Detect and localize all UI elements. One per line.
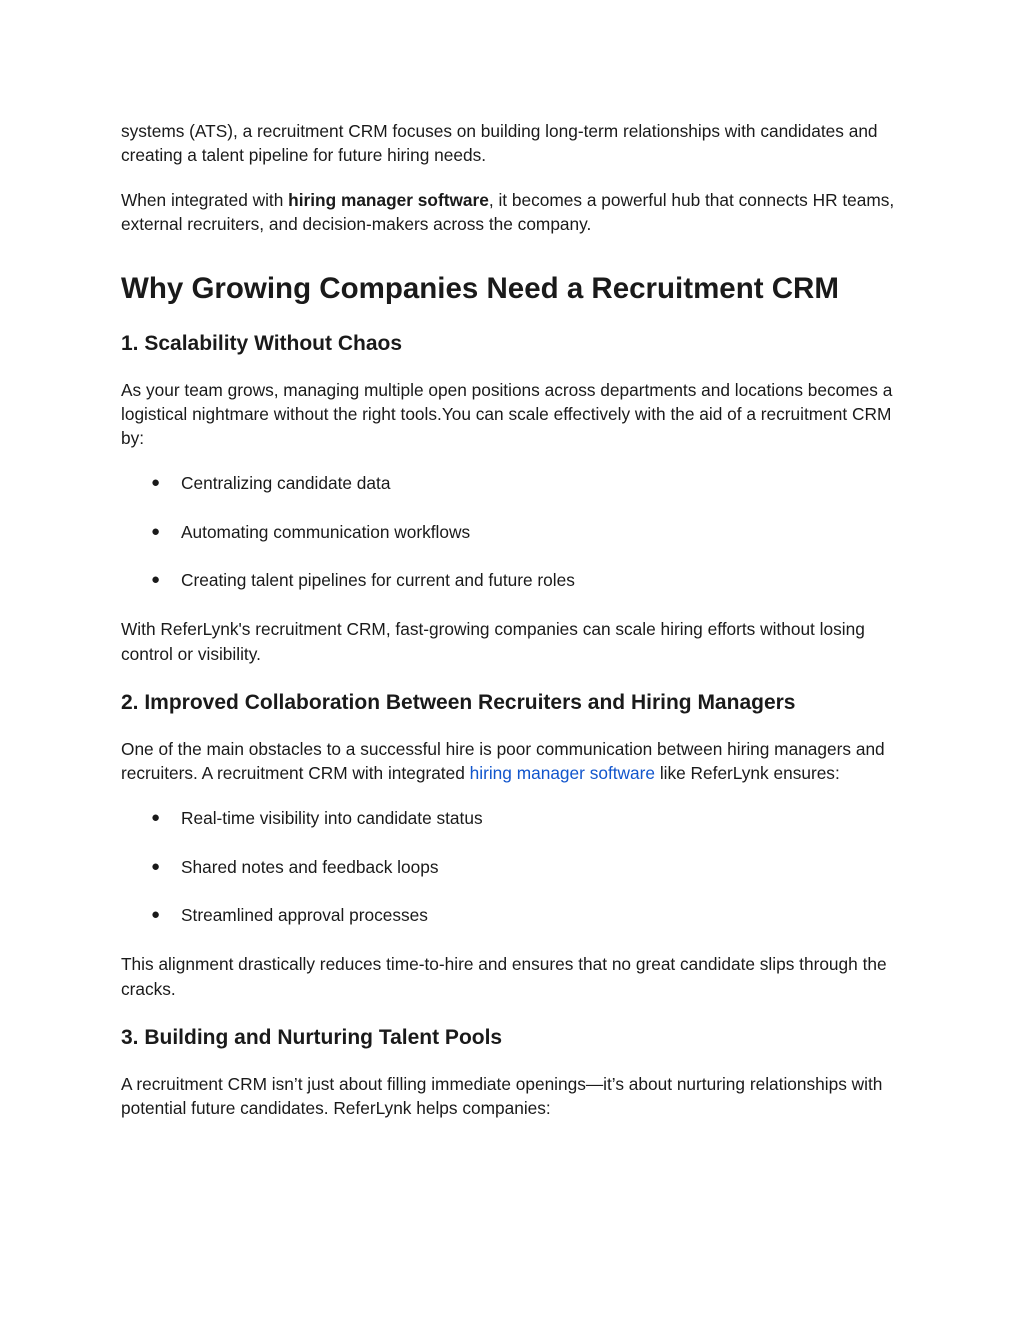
bullet-icon: ● <box>151 522 161 540</box>
section-2-text-before: One of the main obstacles to a successful hire is poor communication between hiring managers and recruiters. A recruitment CRM with integrated <box>121 739 885 784</box>
section-3-body: A recruitment CRM isn’t just about filling immediate openings—it’s about nurturing relationships with potential future candidates. ReferLynk helps companies: <box>121 1074 883 1119</box>
list-item <box>121 903 911 927</box>
list-item <box>121 471 911 495</box>
bullet-icon: ● <box>151 808 161 826</box>
section-2-list <box>121 806 911 928</box>
section-2-heading: 2. Improved Collaboration Between Recruiters and Hiring Managers <box>121 691 796 715</box>
list-item <box>121 806 911 830</box>
list-item-text: Creating talent pipelines for current and future roles <box>181 570 575 591</box>
list-item <box>121 568 911 592</box>
intro-paragraph-1: systems (ATS), a recruitment CRM focuses on building long-term relationships with candidates and creating a talent pipeline for future hiring needs. <box>121 121 878 166</box>
list-item-text: Automating communication workflows <box>181 521 471 542</box>
section-2-body <box>121 737 911 786</box>
list-item <box>121 855 911 879</box>
intro-paragraph-2 <box>121 188 911 237</box>
list-item-text: Shared notes and feedback loops <box>181 856 439 877</box>
intro-bold-term: hiring manager software <box>288 189 489 210</box>
section-3-heading: 3. Building and Nurturing Talent Pools <box>121 1026 503 1050</box>
hiring-manager-software-link[interactable]: hiring manager software <box>464 763 656 784</box>
section-2-closing: This alignment drastically reduces time-to-hire and ensures that no great candidate slips through the cracks. <box>121 954 887 999</box>
section-1-body: As your team grows, managing multiple open positions across departments and locations becomes a logistical nightmare without the right tools.You can scale effectively with the aid of a recruitment CRM by: <box>121 379 893 449</box>
bullet-icon: ● <box>151 571 161 589</box>
list-item-text: Real-time visibility into candidate status <box>181 807 483 828</box>
document-page <box>121 119 911 1121</box>
section-1-heading: 1. Scalability Without Chaos <box>121 331 403 355</box>
list-item-text: Centralizing candidate data <box>181 472 391 493</box>
section-1-list <box>121 471 911 593</box>
list-item <box>121 520 911 544</box>
section-1-closing: With ReferLynk's recruitment CRM, fast-growing companies can scale hiring efforts without losing control or visibility. <box>121 619 865 664</box>
bullet-icon: ● <box>151 857 161 875</box>
intro-text-after: , it becomes a powerful hub that connects HR teams, external recruiters, and decision-makers across the company. <box>121 189 895 235</box>
main-heading: Why Growing Companies Need a Recruitment CRM <box>121 271 839 305</box>
bullet-icon: ● <box>151 473 161 491</box>
bullet-icon: ● <box>151 906 161 924</box>
list-item-text: Streamlined approval processes <box>181 905 428 926</box>
section-2-text-after: like ReferLynk ensures: <box>655 763 840 784</box>
intro-text-before: When integrated with <box>121 189 289 210</box>
